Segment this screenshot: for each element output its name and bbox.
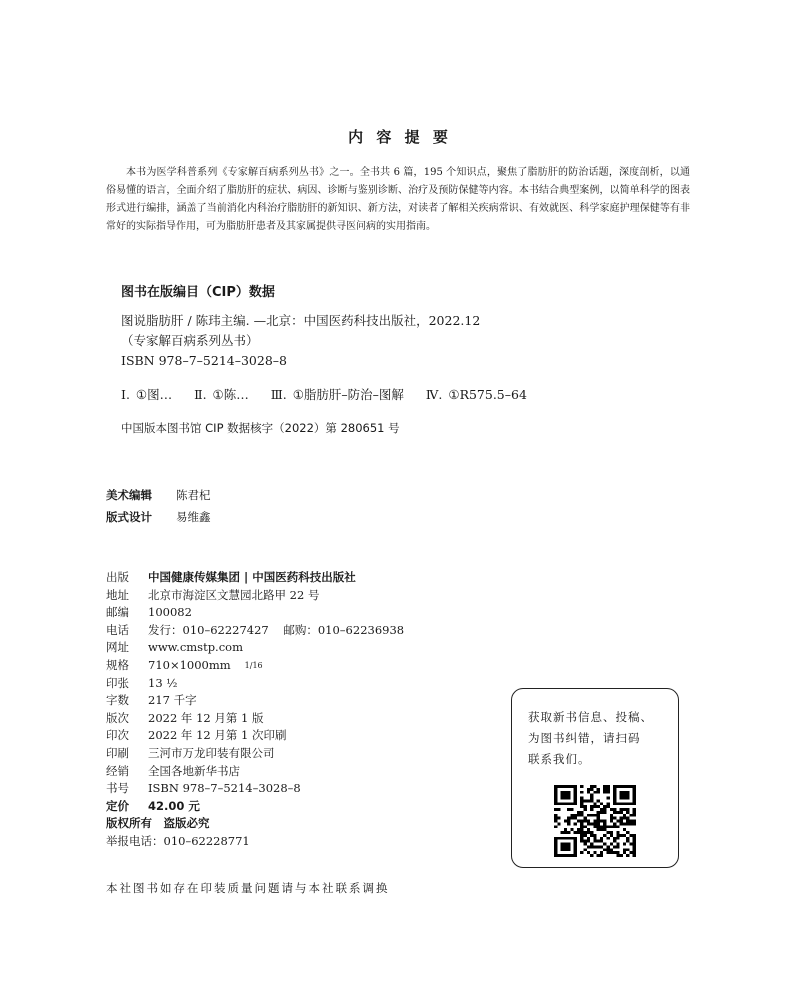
- website-label: 网址: [106, 640, 129, 655]
- address-row: [106, 587, 404, 605]
- qr-line-2: 为图书纠错，请扫码: [528, 731, 641, 745]
- words-value: 217 千字: [148, 693, 197, 708]
- format-fraction: 1/16: [244, 660, 263, 670]
- staff-credits: [106, 484, 211, 528]
- printer-label: 印刷: [106, 745, 129, 760]
- qr-contact-box: [511, 688, 679, 868]
- address-label: 地址: [106, 587, 129, 602]
- cip-class-1: Ⅰ. ①图…: [121, 387, 173, 402]
- art-editor-value: 陈君杞: [176, 488, 211, 502]
- words-label: 字数: [106, 693, 129, 708]
- cip-classification: [121, 385, 543, 403]
- qr-code-icon[interactable]: [554, 785, 636, 857]
- art-editor-row: [106, 484, 211, 506]
- art-editor-label: 美术编辑: [106, 488, 152, 502]
- page-title: 内 容 提 要: [348, 128, 452, 146]
- cip-class-4: Ⅳ. ①R575.5–64: [425, 387, 527, 402]
- isbn-value: ISBN 978–7–5214–3028–8: [148, 781, 301, 796]
- cip-title-line: 图说脂肪肝 / 陈玮主编. —北京：中国医药科技出版社，2022.12: [121, 313, 481, 328]
- publisher-row: [106, 569, 404, 587]
- distributor-row: [106, 763, 404, 781]
- report-row: [106, 833, 404, 851]
- cip-check-number: 中国版本图书馆 CIP 数据核字（2022）第 280651 号: [121, 421, 400, 435]
- qr-line-1: 获取新书信息、投稿、: [528, 710, 653, 724]
- price-value: 42.00 元: [148, 798, 200, 813]
- postcode-row: [106, 604, 404, 622]
- cip-class-2: Ⅱ. ①陈…: [194, 387, 249, 402]
- qr-instructions: [528, 707, 668, 770]
- distributor-label: 经销: [106, 763, 129, 778]
- distributor-value: 全国各地新华书店: [148, 763, 240, 778]
- address-value: 北京市海淀区文慧园北路甲 22 号: [148, 587, 320, 602]
- format-value: 710×1000mm: [148, 657, 231, 672]
- layout-designer-value: 易维鑫: [176, 510, 211, 524]
- rights-text: 版权所有 盗版必究: [106, 816, 210, 831]
- printer-row: [106, 745, 404, 763]
- layout-designer-label: 版式设计: [106, 510, 152, 524]
- qr-line-3: 联系我们。: [528, 752, 591, 766]
- report-phone: 举报电话：010–62228771: [106, 833, 250, 848]
- words-row: [106, 692, 404, 710]
- cip-record: [121, 311, 480, 371]
- sheets-row: [106, 675, 404, 693]
- publisher-value: 中国健康传媒集团 | 中国医药科技出版社: [148, 570, 356, 584]
- isbn-row: [106, 780, 404, 798]
- postcode-value: 100082: [148, 605, 192, 620]
- format-label: 规格: [106, 657, 129, 672]
- phone-label: 电话: [106, 622, 129, 637]
- cip-isbn-line: ISBN 978–7–5214–3028–8: [121, 353, 287, 368]
- cip-series-line: （专家解百病系列丛书）: [121, 333, 259, 348]
- price-row: [106, 798, 404, 816]
- printing-row: [106, 727, 404, 745]
- summary-paragraph: 本书为医学科普系列《专家解百病系列丛书》之一。全书共 6 篇，195 个知识点，聚焦了脂肪肝的防治话题，深度剖析，以通俗易懂的语言，全面介绍了脂肪肝的症状、病因、诊断与鉴别诊断、治疗及预防保健等内容。本书结合典型案例，以简单科学的图表形式进行编排，涵盖了当前消化内科治疗脂肪肝的新知识、新方法，对读者了解相关疾病常识、有效就医、科学家庭护理保健等有非常好的实际指导作用，可为脂肪肝患者及其家属提供寻医问病的实用指南。: [106, 167, 690, 232]
- website-row: [106, 639, 404, 657]
- sheets-label: 印张: [106, 675, 129, 690]
- postcode-label: 邮编: [106, 605, 129, 620]
- publication-info: [106, 569, 404, 851]
- phone-value: 发行：010–62227427 邮购：010–62236938: [148, 622, 405, 637]
- publisher-label: 出版: [106, 570, 129, 584]
- rights-row: [106, 815, 404, 833]
- edition-value: 2022 年 12 月第 1 版: [148, 710, 264, 725]
- website-value: www.cmstp.com: [148, 640, 243, 655]
- cip-class-3: Ⅲ. ①脂肪肝–防治–图解: [270, 387, 404, 402]
- sheets-value: 13 ½: [148, 675, 178, 690]
- edition-row: [106, 710, 404, 728]
- printer-value: 三河市万龙印装有限公司: [148, 745, 275, 760]
- edition-label: 版次: [106, 710, 129, 725]
- layout-designer-row: [106, 506, 211, 528]
- printing-value: 2022 年 12 月第 1 次印刷: [148, 728, 287, 743]
- phone-row: [106, 622, 404, 640]
- isbn-label: 书号: [106, 781, 129, 796]
- summary-block: [106, 164, 690, 236]
- printing-label: 印次: [106, 728, 129, 743]
- price-label: 定价: [106, 798, 129, 813]
- format-row: [106, 657, 404, 675]
- cip-heading: 图书在版编目（CIP）数据: [121, 285, 275, 300]
- quality-notice: 本社图书如存在印装质量问题请与本社联系调换: [106, 881, 390, 895]
